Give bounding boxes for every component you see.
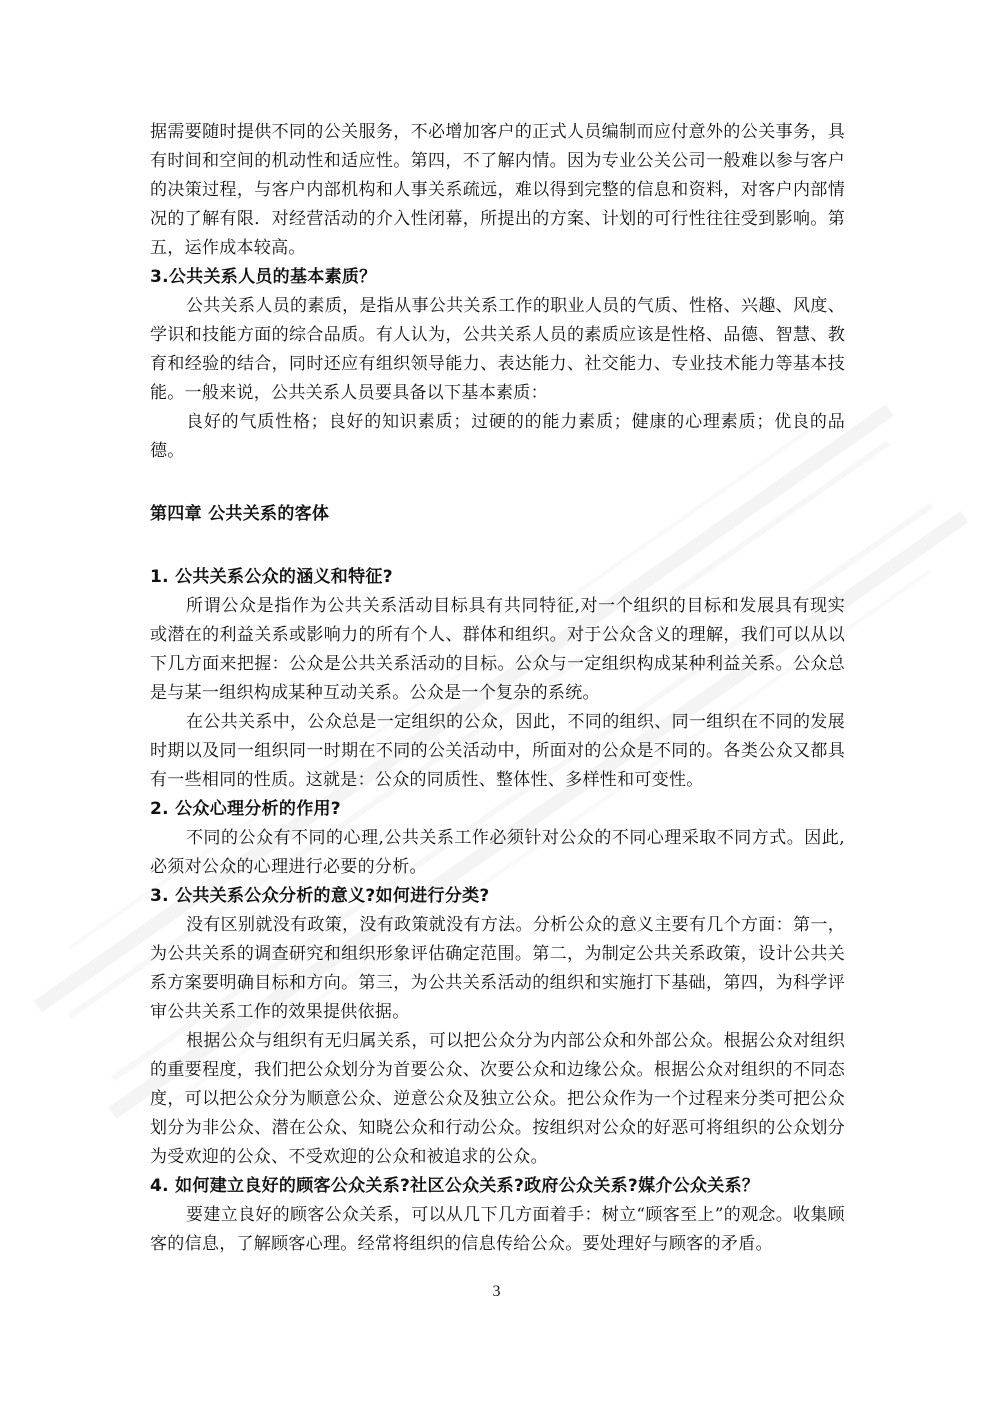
page-content — [150, 118, 845, 1259]
question-heading-2: 2. 公众心理分析的作用? — [150, 799, 341, 819]
paragraph-continuation: 据需要随时提供不同的公关服务，不必增加客户的正式人员编制而应付意外的公关事务，具有时间和空间的机动性和适应性。第四，不了解内情。因为专业公关公司一般难以参与客户的决策过程，与客户内部机构和人事关系疏远，难以得到完整的信息和资料，对客户内部情况的了解有限．对经营活动的介入性闭幕，所提出的方案、计划的可行性往往受到影响。第五，运作成本较高。 — [150, 122, 845, 258]
question-heading-1: 1. 公共关系公众的涵义和特征? — [150, 567, 393, 587]
question-heading-4: 4. 如何建立良好的顾客公众关系?社区公众关系?政府公众关系?媒介公众关系？ — [150, 1176, 760, 1196]
page-number: 3 — [492, 1283, 501, 1300]
paragraph: 不同的公众有不同的心理,公共关系工作必须针对公众的不同心理采取不同方式。因此,必须对公众的心理进行必要的分析。 — [150, 828, 845, 877]
paragraph: 没有区别就没有政策，没有政策就没有方法。分析公众的意义主要有几个方面：第一，为公共关系的调查研究和组织形象评估确定范围。第二，为制定公共关系政策，设计公共关系方案要明确目标和方向。第三，为公共关系活动的组织和实施打下基础，第四，为科学评审公共关系工作的效果提供依据。 — [150, 915, 845, 1022]
question-heading-3b: 3. 公共关系公众分析的意义?如何进行分类? — [150, 886, 490, 906]
paragraph: 在公共关系中，公众总是一定组织的公众，因此，不同的组织、同一组织在不同的发展时期以及同一组织同一时期在不同的公关活动中，所面对的公众是不同的。各类公众又都具有一些相同的性质。这就是：公众的同质性、整体性、多样性和可变性。 — [150, 712, 845, 790]
paragraph: 所谓公众是指作为公共关系活动目标具有共同特征,对一个组织的目标和发展具有现实或潜在的利益关系或影响力的所有个人、群体和组织。对于公众含义的理解，我们可以从以下几方面来把握：公众是公共关系活动的目标。公众与一定组织构成某种利益关系。公众总是与某一组织构成某种互动关系。公众是一个复杂的系统。 — [150, 596, 845, 703]
chapter-title: 第四章 公共关系的客体 — [150, 504, 330, 524]
question-heading-3: 3.公共关系人员的基本素质？ — [150, 267, 377, 287]
paragraph: 要建立良好的顾客公众关系，可以从几下几方面着手：树立“顾客至上”的观念。收集顾客的信息，了解顾客心理。经常将组织的信息传给公众。要处理好与顾客的矛盾。 — [150, 1205, 845, 1254]
paragraph: 根据公众与组织有无归属关系，可以把公众分为内部公众和外部公众。根据公众对组织的重要程度，我们把公众划分为首要公众、次要公众和边缘公众。根据公众对组织的不同态度，可以把公众分为顺意公众、逆意公众及独立公众。把公众作为一个过程来分类可把公众划分为非公众、潜在公众、知晓公众和行动公众。按组织对公众的好恶可将组织的公众划分为受欢迎的公众、不受欢迎的公众和被追求的公众。 — [150, 1031, 845, 1167]
paragraph: 公共关系人员的素质，是指从事公共关系工作的职业人员的气质、性格、兴趣、风度、学识和技能方面的综合品质。有人认为，公共关系人员的素质应该是性格、品德、智慧、教育和经验的结合，同时还应有组织领导能力、表达能力、社交能力、专业技术能力等基本技能。一般来说，公共关系人员要具备以下基本素质： — [150, 296, 845, 403]
paragraph: 良好的气质性格；良好的知识素质；过硬的的能力素质；健康的心理素质；优良的品德。 — [150, 412, 845, 461]
